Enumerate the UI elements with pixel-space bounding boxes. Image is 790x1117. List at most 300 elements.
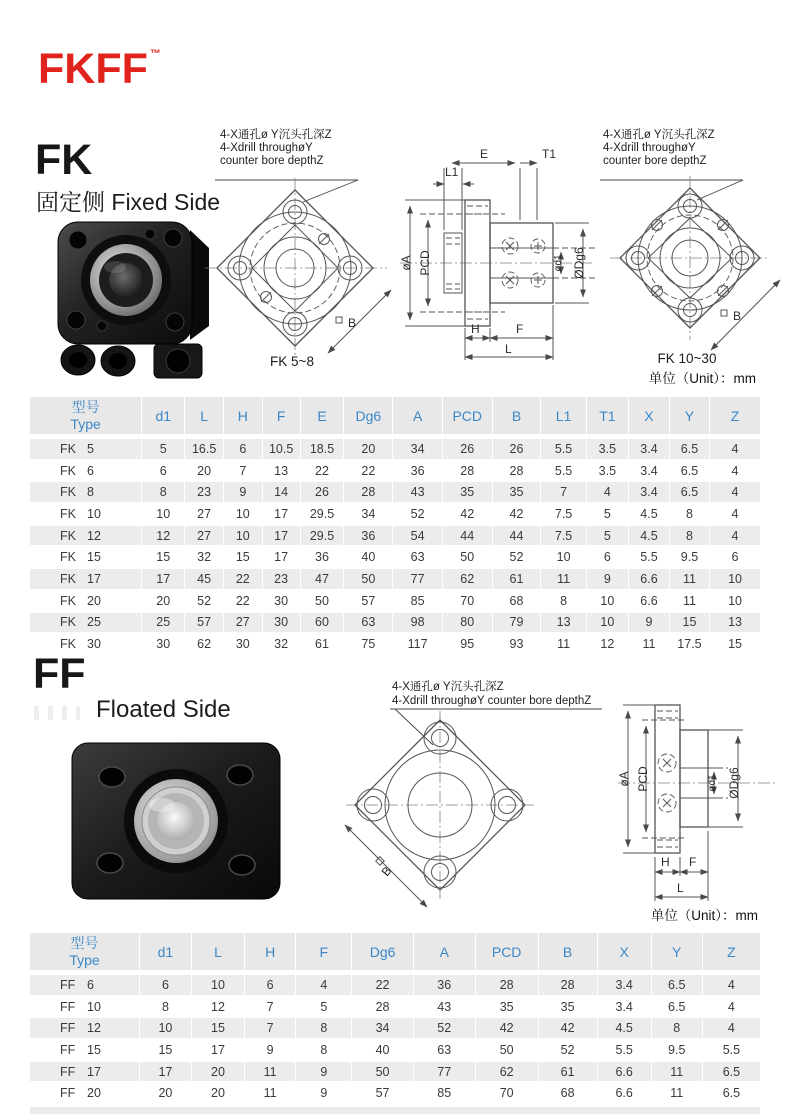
cell-value: 85: [413, 1082, 475, 1104]
table-row: [30, 633, 760, 655]
fk-front-view-small: [205, 178, 391, 369]
cell-value: 9: [629, 612, 670, 634]
column-header-h: H: [223, 397, 262, 437]
cell-value: 10: [710, 568, 760, 590]
ff-annotation-line1: 4-X通孔ø Y沉头孔深Z: [392, 681, 504, 693]
fk-product-photo: [42, 208, 220, 380]
column-header-z: Z: [702, 933, 760, 973]
row-type: FK 5: [30, 437, 142, 460]
column-header-d1: d1: [140, 933, 192, 973]
cell-value: 4: [702, 996, 760, 1018]
cell-value: 27: [223, 612, 262, 634]
column-header-y: Y: [669, 397, 709, 437]
cell-value: 16.5: [185, 437, 224, 460]
row-type: FK 25: [30, 612, 142, 634]
cell-value: 8: [296, 1039, 352, 1061]
fk-spec-table: [30, 397, 760, 656]
table-row: [30, 590, 760, 612]
dim-label-b: B: [378, 863, 395, 879]
cell-value: 98: [393, 612, 443, 634]
cell-value: 7: [223, 460, 262, 482]
table-row: [30, 437, 760, 460]
cell-value: 117: [393, 633, 443, 655]
cell-value: 17: [191, 1039, 244, 1061]
type-header-cn: 型号: [70, 934, 99, 951]
dim-label-b: B: [348, 316, 357, 330]
cell-value: 35: [538, 996, 597, 1018]
type-header-en: Type: [70, 415, 101, 432]
cell-value: 7: [245, 1017, 296, 1039]
fk-annotation-line2: 4-Xdrill throughøY: [220, 142, 313, 154]
cell-value: 10: [710, 590, 760, 612]
ff-section-title: FF: [33, 650, 86, 698]
cell-value: 9: [296, 1082, 352, 1104]
cell-value: 6: [710, 546, 760, 568]
cell-value: 14: [262, 481, 300, 503]
cell-value: 62: [442, 568, 492, 590]
cell-value: 44: [442, 525, 492, 547]
trademark-icon: ™: [149, 48, 161, 60]
cell-value: 15: [710, 633, 760, 655]
cell-value: 28: [442, 460, 492, 482]
cell-value: 6.6: [629, 590, 670, 612]
row-type: FK 20: [30, 590, 142, 612]
cell-value: 27: [185, 525, 224, 547]
row-type: FF 17: [30, 1061, 140, 1083]
cell-value: 4: [702, 1017, 760, 1039]
row-type: FK 30: [30, 633, 142, 655]
cell-value: 61: [300, 633, 344, 655]
brand-logo-text: FKFF: [38, 45, 148, 93]
cell-value: 3.4: [629, 481, 670, 503]
table-row: [30, 1017, 760, 1039]
cell-value: 10: [191, 973, 244, 996]
ff-spec-table: [30, 933, 760, 1105]
cell-value: 70: [442, 590, 492, 612]
column-header-y: Y: [651, 933, 702, 973]
table-row: [30, 996, 760, 1018]
cell-value: 6.5: [702, 1061, 760, 1083]
cell-value: 52: [393, 503, 443, 525]
cell-value: 9.5: [651, 1039, 702, 1061]
fk-table-header-row: [30, 397, 760, 437]
cell-value: 11: [245, 1082, 296, 1104]
cell-value: 42: [442, 503, 492, 525]
cell-value: 5: [296, 996, 352, 1018]
cell-value: 28: [352, 996, 413, 1018]
cell-value: 54: [393, 525, 443, 547]
cell-value: 8: [651, 1017, 702, 1039]
cell-value: 3.4: [597, 996, 651, 1018]
dim-label-e: E: [480, 147, 489, 161]
ff-section-subtitle: Floated Side: [96, 696, 231, 723]
erased-text-smudge: [34, 706, 80, 720]
cell-value: 5.5: [541, 460, 586, 482]
fk-technical-diagrams: [195, 120, 790, 392]
column-header-e: E: [300, 397, 344, 437]
cell-value: 32: [262, 633, 300, 655]
cell-value: 6: [586, 546, 628, 568]
column-header-l: L: [185, 397, 224, 437]
ff-unit-note: 单位（Unit）：mm: [650, 908, 758, 923]
cell-value: 20: [185, 460, 224, 482]
cell-value: 9.5: [669, 546, 709, 568]
cell-value: 20: [344, 437, 393, 460]
cell-value: 42: [475, 1017, 538, 1039]
cell-value: 15: [140, 1039, 192, 1061]
table-row: [30, 1082, 760, 1104]
cell-value: 30: [262, 590, 300, 612]
cell-value: 30: [262, 612, 300, 634]
fk-annotation2-line3: counter bore depthZ: [603, 155, 707, 167]
row-type: FK 10: [30, 503, 142, 525]
cell-value: 93: [492, 633, 541, 655]
dim-label-f: F: [516, 322, 524, 336]
column-header-dg6: Dg6: [352, 933, 413, 973]
cell-value: 17: [262, 525, 300, 547]
cell-value: 50: [442, 546, 492, 568]
cell-value: 22: [300, 460, 344, 482]
fk-cross-section: [399, 147, 595, 360]
fk-section-subtitle: 固定侧 Fixed Side: [36, 189, 221, 215]
leader-line: [600, 180, 743, 200]
column-header-pcd: PCD: [442, 397, 492, 437]
cell-value: 22: [223, 568, 262, 590]
cell-value: 9: [586, 568, 628, 590]
cell-value: 6.5: [651, 996, 702, 1018]
column-header-t1: T1: [586, 397, 628, 437]
cell-value: 3.4: [629, 437, 670, 460]
square-dim-icon: [336, 317, 342, 323]
ff-cross-section: [617, 705, 778, 901]
cell-value: 35: [492, 481, 541, 503]
cell-value: 50: [352, 1061, 413, 1083]
fk-col-type: [30, 397, 142, 437]
cell-value: 6.6: [597, 1061, 651, 1083]
column-header-f: F: [296, 933, 352, 973]
cell-value: 11: [669, 590, 709, 612]
cell-value: 25: [142, 612, 185, 634]
cell-value: 10: [140, 1017, 192, 1039]
cell-value: 15: [223, 546, 262, 568]
ff-technical-diagrams: [330, 675, 790, 925]
cell-value: 17: [262, 503, 300, 525]
cell-value: 57: [185, 612, 224, 634]
cell-value: 9: [245, 1039, 296, 1061]
cell-value: 68: [492, 590, 541, 612]
row-type: FF 10: [30, 996, 140, 1018]
cell-value: 77: [393, 568, 443, 590]
cell-value: 10: [223, 503, 262, 525]
cell-value: 22: [352, 973, 413, 996]
cell-value: 35: [442, 481, 492, 503]
cell-value: 6: [140, 973, 192, 996]
table-row: [30, 612, 760, 634]
cell-value: 8: [142, 481, 185, 503]
ff-annotation-line2: 4-Xdrill throughøY counter bore depthZ: [392, 695, 592, 707]
cell-value: 6.5: [651, 973, 702, 996]
cell-value: 63: [393, 546, 443, 568]
cell-value: 6.5: [669, 437, 709, 460]
leader-line: [390, 709, 602, 745]
cell-value: 32: [185, 546, 224, 568]
cell-value: 29.5: [300, 503, 344, 525]
cell-value: 20: [191, 1082, 244, 1104]
cell-value: 8: [669, 525, 709, 547]
table-row: [30, 546, 760, 568]
fk-annotation-line3: counter bore depthZ: [220, 155, 324, 167]
table-row: [30, 1061, 760, 1083]
cell-value: 57: [344, 590, 393, 612]
cell-value: 26: [492, 437, 541, 460]
cell-value: 4: [710, 437, 760, 460]
cell-value: 63: [413, 1039, 475, 1061]
dim-label-odg6: ØDg6: [727, 767, 741, 799]
cell-value: 15: [191, 1017, 244, 1039]
cell-value: 79: [492, 612, 541, 634]
cell-value: 4: [702, 973, 760, 996]
column-header-h: H: [245, 933, 296, 973]
cell-value: 60: [300, 612, 344, 634]
fk-unit-note: 单位（Unit）：mm: [648, 371, 756, 386]
dim-label-od1: ød1: [707, 774, 718, 792]
table-row: [30, 460, 760, 482]
dim-label-od1: ød1: [553, 254, 564, 272]
cell-value: 6.5: [702, 1082, 760, 1104]
cell-value: 34: [352, 1017, 413, 1039]
cell-value: 15: [142, 546, 185, 568]
cell-value: 13: [541, 612, 586, 634]
cell-value: 8: [541, 590, 586, 612]
column-header-z: Z: [710, 397, 760, 437]
cell-value: 6.5: [669, 460, 709, 482]
cell-value: 34: [344, 503, 393, 525]
cell-value: 6: [223, 437, 262, 460]
cell-value: 15: [669, 612, 709, 634]
cell-value: 40: [352, 1039, 413, 1061]
square-dim-icon: [721, 310, 727, 316]
row-type: FK 15: [30, 546, 142, 568]
cell-value: 52: [538, 1039, 597, 1061]
cell-value: 28: [538, 973, 597, 996]
cell-value: 10: [541, 546, 586, 568]
column-header-l: L: [191, 933, 244, 973]
fk-section-title: FK: [35, 136, 93, 184]
dim-label-h: H: [661, 855, 670, 869]
cell-value: 61: [538, 1061, 597, 1083]
column-header-a: A: [413, 933, 475, 973]
cell-value: 4.5: [597, 1017, 651, 1039]
cell-value: 63: [344, 612, 393, 634]
cell-value: 5.5: [541, 437, 586, 460]
row-type: FK 17: [30, 568, 142, 590]
cell-value: 22: [223, 590, 262, 612]
cell-value: 17: [262, 546, 300, 568]
table-row: [30, 973, 760, 996]
fk-annotation-line1: 4-X通孔ø Y沉头孔深Z: [220, 129, 332, 141]
cell-value: 12: [191, 996, 244, 1018]
cell-value: 36: [300, 546, 344, 568]
ff-product-photo: [56, 737, 296, 907]
ff-front-view: [345, 711, 534, 907]
cell-value: 4: [710, 460, 760, 482]
column-header-f: F: [262, 397, 300, 437]
cell-value: 13: [710, 612, 760, 634]
cell-value: 5: [142, 437, 185, 460]
column-header-x: X: [597, 933, 651, 973]
cell-value: 68: [538, 1082, 597, 1104]
fk-annotation2-line2: 4-Xdrill throughøY: [603, 142, 696, 154]
cell-value: 95: [442, 633, 492, 655]
cell-value: 3.4: [629, 460, 670, 482]
type-header-en: Type: [69, 951, 100, 968]
cell-value: 26: [300, 481, 344, 503]
column-header-dg6: Dg6: [344, 397, 393, 437]
cell-value: 7: [541, 481, 586, 503]
cell-value: 45: [185, 568, 224, 590]
cell-value: 20: [140, 1082, 192, 1104]
ff-table-header-row: [30, 933, 760, 973]
column-header-x: X: [629, 397, 670, 437]
cell-value: 4: [586, 481, 628, 503]
column-header-b: B: [492, 397, 541, 437]
row-type: FF 15: [30, 1039, 140, 1061]
cell-value: 9: [223, 481, 262, 503]
cell-value: 10: [142, 503, 185, 525]
cell-value: 9: [296, 1061, 352, 1083]
cell-value: 36: [344, 525, 393, 547]
cell-value: 28: [344, 481, 393, 503]
cell-value: 17: [140, 1061, 192, 1083]
cell-value: 44: [492, 525, 541, 547]
cell-value: 7.5: [541, 503, 586, 525]
cell-value: 34: [393, 437, 443, 460]
cell-value: 18.5: [300, 437, 344, 460]
ff-col-type: [30, 933, 140, 973]
row-type: FF 12: [30, 1017, 140, 1039]
table-row: [30, 481, 760, 503]
row-type: FK 8: [30, 481, 142, 503]
cell-value: 61: [492, 568, 541, 590]
cell-value: 42: [538, 1017, 597, 1039]
cell-value: 7.5: [541, 525, 586, 547]
cell-value: 50: [300, 590, 344, 612]
cell-value: 10: [223, 525, 262, 547]
cell-value: 5: [586, 503, 628, 525]
cell-value: 62: [185, 633, 224, 655]
cell-value: 36: [413, 973, 475, 996]
cell-value: 10: [586, 590, 628, 612]
fk-large-caption: FK 10~30: [657, 351, 717, 366]
cell-value: 3.5: [586, 460, 628, 482]
dim-label-f: F: [689, 855, 697, 869]
fk-small-caption: FK 5~8: [270, 354, 314, 369]
fk-front-view-large: [610, 176, 780, 366]
cell-value: 11: [629, 633, 670, 655]
cell-value: 52: [185, 590, 224, 612]
cell-value: 77: [413, 1061, 475, 1083]
row-type: FK 12: [30, 525, 142, 547]
cell-value: 4: [296, 973, 352, 996]
cell-value: 4: [710, 481, 760, 503]
cell-value: 27: [185, 503, 224, 525]
cell-value: 6: [245, 973, 296, 996]
cell-value: 5.5: [629, 546, 670, 568]
cell-value: 6: [142, 460, 185, 482]
cell-value: 4: [710, 503, 760, 525]
cell-value: 62: [475, 1061, 538, 1083]
cell-value: 4: [710, 525, 760, 547]
cell-value: 52: [413, 1017, 475, 1039]
cell-value: 4.5: [629, 525, 670, 547]
cell-value: 50: [475, 1039, 538, 1061]
dim-label-l1: L1: [445, 165, 459, 179]
cell-value: 75: [344, 633, 393, 655]
cell-value: 43: [393, 481, 443, 503]
dim-label-oa: øA: [399, 255, 413, 271]
cell-value: 30: [223, 633, 262, 655]
brand-logo: [38, 45, 161, 93]
cell-value: 8: [140, 996, 192, 1018]
cell-value: 47: [300, 568, 344, 590]
cell-value: 40: [344, 546, 393, 568]
cell-value: 7: [245, 996, 296, 1018]
cell-value: 43: [413, 996, 475, 1018]
cell-value: 6.5: [669, 481, 709, 503]
cell-value: 36: [393, 460, 443, 482]
cell-value: 10.5: [262, 437, 300, 460]
column-header-d1: d1: [142, 397, 185, 437]
table-row: [30, 1039, 760, 1061]
cell-value: 6.6: [629, 568, 670, 590]
cell-value: 6.6: [597, 1082, 651, 1104]
cell-value: 12: [586, 633, 628, 655]
dim-label-oa: øA: [617, 771, 631, 787]
cell-value: 22: [344, 460, 393, 482]
cell-value: 80: [442, 612, 492, 634]
row-type: FF 6: [30, 973, 140, 996]
cell-value: 8: [296, 1017, 352, 1039]
cell-value: 5.5: [597, 1039, 651, 1061]
cell-value: 11: [651, 1082, 702, 1104]
cell-value: 5: [586, 525, 628, 547]
column-header-a: A: [393, 397, 443, 437]
cell-value: 3.4: [597, 973, 651, 996]
cell-value: 26: [442, 437, 492, 460]
cell-value: 57: [352, 1082, 413, 1104]
table-row: [30, 525, 760, 547]
cell-value: 23: [185, 481, 224, 503]
dim-label-pcd: PCD: [418, 250, 432, 276]
cell-value: 35: [475, 996, 538, 1018]
dim-label-h: H: [471, 322, 480, 336]
cell-value: 17.5: [669, 633, 709, 655]
cell-value: 13: [262, 460, 300, 482]
table-row: [30, 568, 760, 590]
cell-value: 30: [142, 633, 185, 655]
dim-label-l: L: [505, 342, 512, 356]
column-header-b: B: [538, 933, 597, 973]
dim-label-pcd: PCD: [636, 766, 650, 792]
cell-value: 42: [492, 503, 541, 525]
type-header-cn: 型号: [71, 398, 100, 415]
dim-label-l: L: [677, 881, 684, 895]
cell-value: 5.5: [702, 1039, 760, 1061]
cell-value: 28: [475, 973, 538, 996]
cell-value: 28: [492, 460, 541, 482]
cell-value: 11: [669, 568, 709, 590]
cell-value: 85: [393, 590, 443, 612]
